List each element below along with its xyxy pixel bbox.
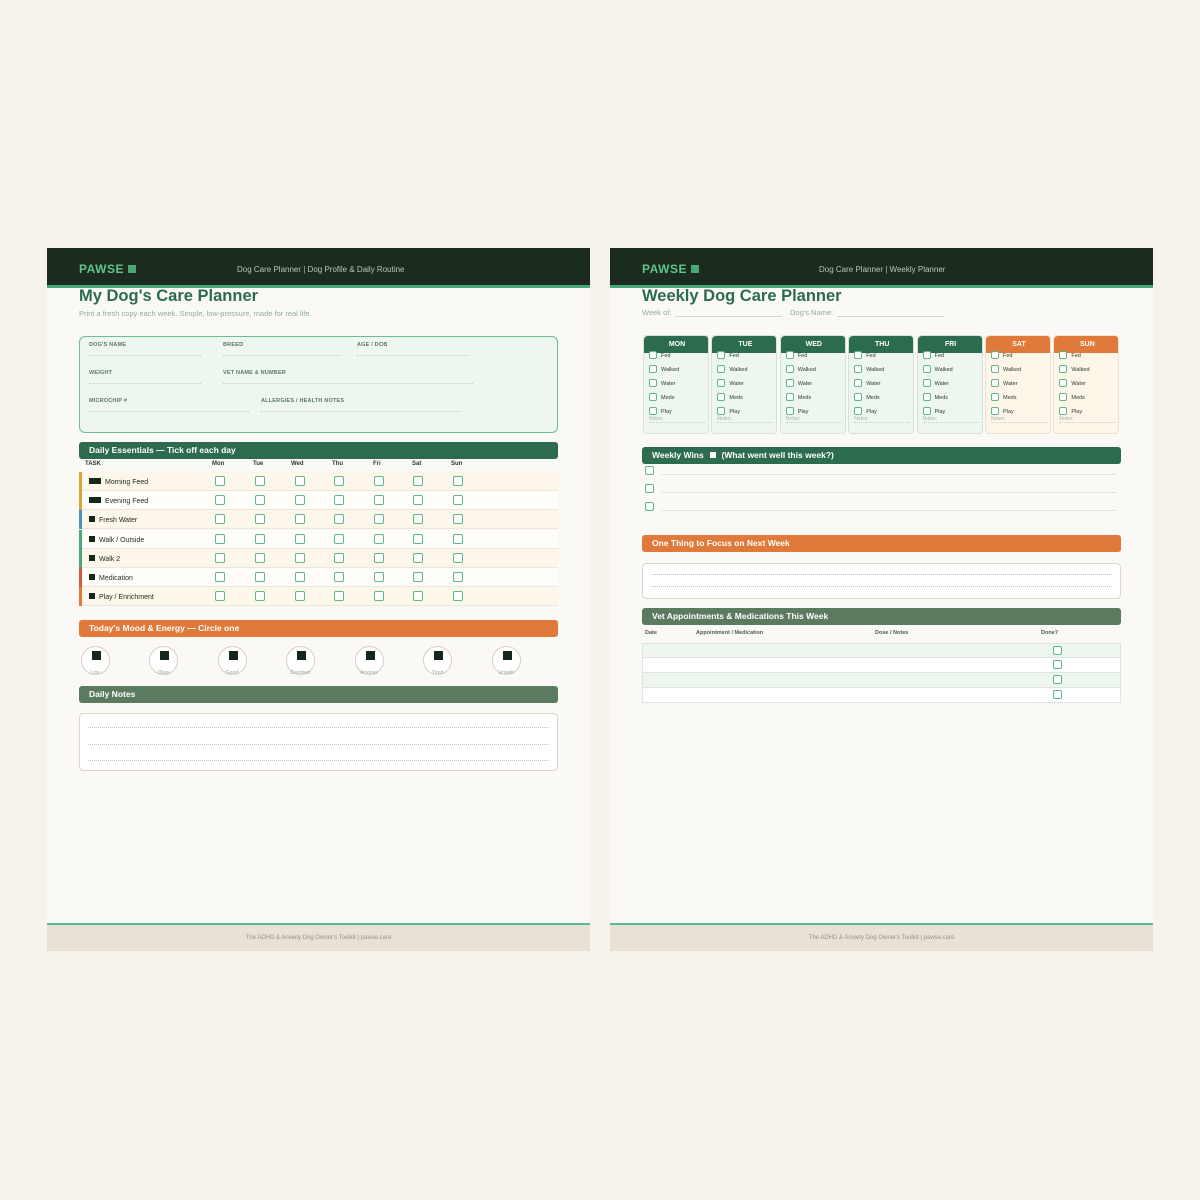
task-icon: [89, 497, 101, 503]
mood-icon: [229, 651, 238, 660]
task-label: Medication: [89, 574, 133, 582]
brand-square-icon: [128, 265, 136, 273]
day-item-checkbox[interactable]: [786, 365, 794, 373]
day-item-checkbox[interactable]: [991, 351, 999, 359]
day-item[interactable]: Fed: [649, 351, 670, 359]
weekly-win-item[interactable]: [642, 466, 1121, 478]
vet-done-checkbox[interactable]: [1053, 646, 1062, 655]
task-checkbox-mon[interactable]: [215, 495, 225, 505]
win-line: [662, 474, 1115, 475]
task-label: Walk / Outside: [89, 536, 144, 544]
focus-header: One Thing to Focus on Next Week: [642, 535, 1121, 552]
mood-label: Okay: [157, 670, 170, 676]
task-icon: [89, 574, 95, 580]
essentials-grid-header: [79, 460, 558, 470]
day-item-checkbox[interactable]: [786, 351, 794, 359]
mood-icon: [434, 651, 443, 660]
day-column-thu: [848, 335, 914, 434]
day-item-checkbox[interactable]: [923, 379, 931, 387]
vet-done-checkbox[interactable]: [1053, 675, 1062, 684]
day-header-thu: Thu: [332, 461, 343, 467]
mood-icon: [92, 651, 101, 660]
vet-row[interactable]: [642, 643, 1121, 658]
win-line: [662, 510, 1115, 511]
day-item-checkbox[interactable]: [649, 351, 657, 359]
task-color-bar: [79, 510, 82, 529]
task-checkbox-sun[interactable]: [453, 572, 463, 582]
day-item-checkbox[interactable]: [923, 365, 931, 373]
day-item-checkbox[interactable]: [923, 407, 931, 415]
mood-header: Today's Mood & Energy — Circle one: [79, 620, 558, 637]
day-item[interactable]: Play: [1059, 407, 1082, 415]
day-header: THU: [849, 336, 914, 353]
task-checkbox-wed[interactable]: [295, 553, 305, 563]
task-icon: [89, 516, 95, 522]
vet-col-appointment: Appointment / Medication: [696, 630, 764, 636]
task-icon: [89, 593, 95, 599]
day-item[interactable]: Meds: [1059, 393, 1084, 401]
day-notes-label: Notes:: [991, 416, 1047, 423]
focus-line: [651, 574, 1112, 575]
task-row: [79, 549, 558, 568]
notes-line: [88, 760, 549, 761]
day-item-checkbox[interactable]: [717, 407, 725, 415]
day-column-fri: [917, 335, 983, 434]
dog-name-label: DOG'S NAME: [89, 342, 127, 348]
day-item-checkbox[interactable]: [786, 393, 794, 401]
vet-name-field[interactable]: [223, 383, 473, 384]
dog-profile-box: [79, 336, 558, 433]
day-column-mon: [643, 335, 709, 434]
day-item[interactable]: Walked: [923, 365, 953, 373]
day-notes-label: Notes:: [923, 416, 979, 423]
day-header: WED: [781, 336, 846, 353]
allergies-label: ALLERGIES / HEALTH NOTES: [261, 398, 345, 404]
task-checkbox-sat[interactable]: [413, 572, 423, 582]
task-label: Fresh Water: [89, 516, 137, 524]
day-header: SAT: [986, 336, 1051, 353]
page-title: Weekly Dog Care Planner: [642, 287, 842, 305]
mood-label: Anxious: [360, 670, 378, 676]
day-item-checkbox[interactable]: [1059, 351, 1067, 359]
day-item[interactable]: Water: [717, 379, 743, 387]
profile-routine-page: [47, 248, 590, 951]
task-checkbox-mon[interactable]: [215, 514, 225, 524]
page-subtitle: Print a fresh copy each week. Simple, low-pressure, made for real life.: [79, 309, 312, 318]
task-icon: [89, 536, 95, 542]
win-checkbox[interactable]: [645, 502, 654, 511]
task-checkbox-fri[interactable]: [374, 476, 384, 486]
task-checkbox-sun[interactable]: [453, 476, 463, 486]
task-checkbox-wed[interactable]: [295, 476, 305, 486]
day-item[interactable]: Fed: [1059, 351, 1080, 359]
day-item-checkbox[interactable]: [717, 365, 725, 373]
vet-row[interactable]: [642, 673, 1121, 688]
day-item-checkbox[interactable]: [649, 365, 657, 373]
task-checkbox-wed[interactable]: [295, 572, 305, 582]
day-item-checkbox[interactable]: [1059, 407, 1067, 415]
mood-label: Zoomies!: [290, 670, 311, 676]
day-item[interactable]: Meds: [923, 393, 948, 401]
day-item-checkbox[interactable]: [786, 379, 794, 387]
task-checkbox-fri[interactable]: [374, 495, 384, 505]
task-checkbox-sat[interactable]: [413, 553, 423, 563]
weight-label: WEIGHT: [89, 370, 113, 376]
footer: The ADHD & Anxiety Dog Owner's Toolkit | pawse.care: [610, 925, 1153, 951]
day-item[interactable]: Water: [649, 379, 675, 387]
day-item-checkbox[interactable]: [923, 393, 931, 401]
day-item[interactable]: Walked: [991, 365, 1021, 373]
day-item-checkbox[interactable]: [923, 351, 931, 359]
task-checkbox-thu[interactable]: [334, 476, 344, 486]
day-item[interactable]: Fed: [854, 351, 875, 359]
task-color-bar: [79, 491, 82, 510]
vet-row[interactable]: [642, 688, 1121, 703]
day-item-checkbox[interactable]: [649, 393, 657, 401]
day-item-checkbox[interactable]: [854, 379, 862, 387]
task-row: [79, 568, 558, 587]
breed-field[interactable]: [223, 355, 341, 356]
week-of-label: Week of:: [642, 308, 672, 317]
dog-name-field[interactable]: [89, 355, 201, 356]
task-checkbox-fri[interactable]: [374, 591, 384, 601]
task-checkbox-sun[interactable]: [453, 495, 463, 505]
task-row: [79, 472, 558, 491]
brand-square-icon: [691, 265, 699, 273]
task-checkbox-mon[interactable]: [215, 591, 225, 601]
square-icon: [710, 452, 716, 458]
task-checkbox-tue[interactable]: [255, 572, 265, 582]
day-item-checkbox[interactable]: [717, 351, 725, 359]
day-item[interactable]: Water: [991, 379, 1017, 387]
win-line: [662, 492, 1115, 493]
task-color-bar: [79, 568, 82, 587]
dog-name-label: Dog's Name:: [790, 308, 834, 317]
task-row: [79, 510, 558, 529]
mood-label: Good: [225, 670, 239, 676]
day-item[interactable]: Walked: [786, 365, 816, 373]
task-checkbox-thu[interactable]: [334, 553, 344, 563]
day-item[interactable]: Play: [717, 407, 740, 415]
day-header: FRI: [918, 336, 983, 353]
task-checkbox-tue[interactable]: [255, 476, 265, 486]
day-item[interactable]: Water: [854, 379, 880, 387]
task-checkbox-fri[interactable]: [374, 572, 384, 582]
day-item-checkbox[interactable]: [854, 351, 862, 359]
task-checkbox-sat[interactable]: [413, 591, 423, 601]
day-item-checkbox[interactable]: [854, 407, 862, 415]
header-bar: [47, 248, 590, 288]
task-checkbox-tue[interactable]: [255, 553, 265, 563]
task-checkbox-fri[interactable]: [374, 514, 384, 524]
task-column-header: TASK: [85, 461, 101, 467]
day-item-checkbox[interactable]: [649, 379, 657, 387]
task-label: Morning Feed: [89, 478, 148, 486]
dog-name-field[interactable]: [837, 316, 944, 317]
day-item[interactable]: Walked: [717, 365, 747, 373]
day-item[interactable]: Play: [991, 407, 1014, 415]
day-item[interactable]: Walked: [1059, 365, 1089, 373]
day-item-checkbox[interactable]: [717, 393, 725, 401]
day-item[interactable]: Fed: [717, 351, 738, 359]
mood-icon: [297, 651, 306, 660]
day-item-checkbox[interactable]: [991, 407, 999, 415]
task-checkbox-wed[interactable]: [295, 534, 305, 544]
task-label: Evening Feed: [89, 497, 148, 505]
day-item-checkbox[interactable]: [854, 365, 862, 373]
daily-essentials-header: Daily Essentials — Tick off each day: [79, 442, 558, 459]
daily-notes-header: Daily Notes: [79, 686, 558, 703]
day-item[interactable]: Play: [854, 407, 877, 415]
day-item-checkbox[interactable]: [1059, 379, 1067, 387]
vet-col-dose: Dose / Notes: [875, 630, 909, 636]
day-item-checkbox[interactable]: [717, 379, 725, 387]
task-checkbox-thu[interactable]: [334, 495, 344, 505]
task-checkbox-wed[interactable]: [295, 495, 305, 505]
task-checkbox-thu[interactable]: [334, 591, 344, 601]
task-checkbox-sat[interactable]: [413, 514, 423, 524]
vet-col-done: Done?: [1041, 630, 1059, 636]
day-item-checkbox[interactable]: [854, 393, 862, 401]
day-item-checkbox[interactable]: [991, 379, 999, 387]
task-checkbox-fri[interactable]: [374, 534, 384, 544]
day-item[interactable]: Meds: [649, 393, 674, 401]
day-notes-label: Notes:: [717, 416, 773, 423]
day-header: TUE: [712, 336, 777, 353]
task-checkbox-sun[interactable]: [453, 553, 463, 563]
day-item[interactable]: Play: [786, 407, 809, 415]
notes-line: [88, 727, 549, 728]
day-header: SUN: [1054, 336, 1119, 353]
weekly-win-item[interactable]: [642, 484, 1121, 496]
day-column-sun: [1053, 335, 1119, 434]
day-item[interactable]: Water: [786, 379, 812, 387]
task-checkbox-thu[interactable]: [334, 534, 344, 544]
breadcrumb: Dog Care Planner | Weekly Planner: [819, 265, 946, 274]
day-header-sun: Sun: [451, 461, 463, 467]
day-item[interactable]: Walked: [854, 365, 884, 373]
mood-icon: [160, 651, 169, 660]
day-item[interactable]: Play: [923, 407, 946, 415]
mood-icon: [503, 651, 512, 660]
day-item[interactable]: Meds: [786, 393, 811, 401]
day-item[interactable]: Walked: [649, 365, 679, 373]
age-dob-field[interactable]: [357, 355, 469, 356]
win-checkbox[interactable]: [645, 466, 654, 475]
day-item[interactable]: Meds: [717, 393, 742, 401]
weekly-planner-page: [610, 248, 1153, 951]
brand-logo: PAWSE: [642, 262, 699, 276]
task-checkbox-tue[interactable]: [255, 495, 265, 505]
task-checkbox-sun[interactable]: [453, 591, 463, 601]
task-checkbox-mon[interactable]: [215, 534, 225, 544]
brand-logo: PAWSE: [79, 262, 136, 276]
task-checkbox-mon[interactable]: [215, 476, 225, 486]
daily-notes-box[interactable]: [79, 713, 558, 771]
day-column-sat: [985, 335, 1051, 434]
day-item[interactable]: Meds: [854, 393, 879, 401]
task-checkbox-thu[interactable]: [334, 572, 344, 582]
day-header-wed: Wed: [291, 461, 304, 467]
breadcrumb: Dog Care Planner | Dog Profile & Daily Routine: [237, 265, 405, 274]
win-checkbox[interactable]: [645, 484, 654, 493]
weekly-wins-header: Weekly Wins (What went well this week?): [642, 447, 1121, 464]
page-title: My Dog's Care Planner: [79, 287, 259, 305]
day-item-checkbox[interactable]: [649, 407, 657, 415]
task-checkbox-sun[interactable]: [453, 534, 463, 544]
task-color-bar: [79, 530, 82, 549]
task-label: Walk 2: [89, 555, 120, 563]
day-item-checkbox[interactable]: [1059, 393, 1067, 401]
footer: The ADHD & Anxiety Dog Owner's Toolkit | pawse.care: [47, 925, 590, 951]
vet-row[interactable]: [642, 658, 1121, 673]
task-checkbox-tue[interactable]: [255, 534, 265, 544]
notes-line: [88, 744, 549, 745]
task-color-bar: [79, 472, 82, 491]
task-checkbox-wed[interactable]: [295, 591, 305, 601]
mood-label: Unwell: [498, 670, 514, 676]
day-header-fri: Fri: [373, 461, 381, 467]
day-notes-label: Notes:: [786, 416, 842, 423]
breed-label: BREED: [223, 342, 244, 348]
day-header: MON: [644, 336, 709, 353]
weekly-win-item[interactable]: [642, 502, 1121, 514]
task-color-bar: [79, 549, 82, 568]
weight-field[interactable]: [89, 383, 201, 384]
day-item[interactable]: Water: [1059, 379, 1085, 387]
task-checkbox-thu[interactable]: [334, 514, 344, 524]
day-item[interactable]: Play: [649, 407, 672, 415]
task-checkbox-sat[interactable]: [413, 476, 423, 486]
task-checkbox-sat[interactable]: [413, 534, 423, 544]
task-checkbox-mon[interactable]: [215, 572, 225, 582]
day-notes-label: Notes:: [854, 416, 910, 423]
day-header-mon: Mon: [212, 461, 225, 467]
day-item-checkbox[interactable]: [786, 407, 794, 415]
task-color-bar: [79, 587, 82, 606]
day-item[interactable]: Fed: [991, 351, 1012, 359]
focus-line: [651, 586, 1112, 587]
day-item[interactable]: Fed: [786, 351, 807, 359]
microchip-field[interactable]: [89, 411, 249, 412]
mood-icon: [366, 651, 375, 660]
task-label: Play / Enrichment: [89, 593, 154, 601]
task-checkbox-tue[interactable]: [255, 591, 265, 601]
task-row: [79, 491, 558, 510]
day-notes-label: Notes:: [649, 416, 705, 423]
day-item[interactable]: Water: [923, 379, 949, 387]
day-item[interactable]: Meds: [991, 393, 1016, 401]
task-row: [79, 587, 558, 606]
day-column-tue: [711, 335, 777, 434]
task-icon: [89, 478, 101, 484]
vet-name-label: VET NAME & NUMBER: [223, 370, 286, 376]
day-header-sat: Sat: [412, 461, 422, 467]
vet-done-checkbox[interactable]: [1053, 660, 1062, 669]
mood-label: Tired: [431, 670, 444, 676]
day-column-wed: [780, 335, 846, 434]
task-checkbox-mon[interactable]: [215, 553, 225, 563]
header-bar: [610, 248, 1153, 288]
day-notes-label: Notes:: [1059, 416, 1115, 423]
day-item-checkbox[interactable]: [991, 365, 999, 373]
microchip-label: MICROCHIP #: [89, 398, 128, 404]
task-checkbox-tue[interactable]: [255, 514, 265, 524]
task-checkbox-sun[interactable]: [453, 514, 463, 524]
week-of-field[interactable]: [675, 316, 782, 317]
day-item[interactable]: Fed: [923, 351, 944, 359]
task-row: [79, 530, 558, 549]
task-checkbox-sat[interactable]: [413, 495, 423, 505]
task-checkbox-fri[interactable]: [374, 553, 384, 563]
vet-done-checkbox[interactable]: [1053, 690, 1062, 699]
task-checkbox-wed[interactable]: [295, 514, 305, 524]
day-header-tue: Tue: [253, 461, 264, 467]
vet-header: Vet Appointments & Medications This Week: [642, 608, 1121, 625]
age-dob-label: AGE / DOB: [357, 342, 388, 348]
day-item-checkbox[interactable]: [991, 393, 999, 401]
allergies-field[interactable]: [261, 411, 461, 412]
vet-col-date: Date: [645, 630, 657, 636]
day-item-checkbox[interactable]: [1059, 365, 1067, 373]
task-icon: [89, 555, 95, 561]
focus-box[interactable]: [642, 563, 1121, 599]
mood-label: Low: [90, 670, 100, 676]
